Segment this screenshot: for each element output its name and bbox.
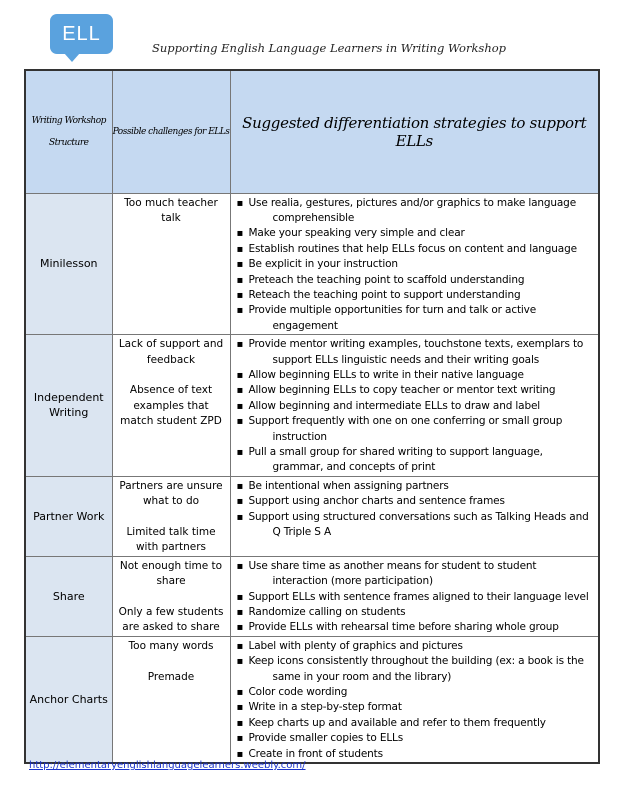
strategy-text-continued: comprehensible: [272, 211, 355, 224]
spacer: [113, 368, 230, 383]
strategy-text: Keep icons consistently throughout the building (ex: a book is the: [248, 655, 584, 668]
list-item: [231, 510, 595, 541]
row-challenges: [112, 476, 230, 556]
list-item: [231, 494, 595, 509]
row-structure: Independent Writing: [25, 335, 112, 477]
list-item: [231, 685, 595, 700]
row-structure: Minilesson: [25, 193, 112, 335]
list-item: [231, 242, 595, 257]
strategy-text: Use realia, gestures, pictures and/or graphics to make language: [248, 196, 577, 209]
table-row: [25, 193, 599, 335]
table-row: [25, 476, 599, 556]
strategy-text: Write in a step-by-step format: [248, 701, 402, 714]
strategy-list: [231, 479, 595, 541]
list-item: [231, 399, 595, 414]
strategy-text: Support using structured conversations such as Talking Heads and: [248, 510, 589, 523]
list-item: [231, 620, 595, 635]
strategy-text: Keep charts up and available and refer to them frequently: [248, 716, 546, 729]
list-item: [231, 273, 595, 288]
list-item: [231, 654, 595, 685]
row-structure: Anchor Charts: [25, 636, 112, 763]
list-item: [231, 731, 595, 746]
strategy-text: Label with plenty of graphics and pictures: [248, 639, 463, 652]
strategy-text: Use share time as another means for student to student: [248, 559, 537, 572]
list-item: [231, 639, 595, 654]
challenge-text: Partners are unsure what to do: [119, 479, 223, 508]
strategy-text-continued: support ELLs linguistic needs and their writing goals: [272, 353, 540, 366]
list-item: [231, 414, 595, 445]
strategy-text: Preteach the teaching point to scaffold understanding: [248, 273, 525, 286]
speech-bubble-tail-icon: [64, 53, 80, 62]
table-header-row: [25, 70, 599, 193]
strategy-text: Support using anchor charts and sentence frames: [248, 495, 505, 508]
strategy-text: Make your speaking very simple and clear: [248, 227, 465, 240]
strategy-text: Provide smaller copies to ELLs: [248, 732, 404, 745]
strategy-text: Reteach the teaching point to support understanding: [248, 288, 521, 301]
list-item: [231, 288, 595, 303]
challenge-text: Not enough time to share: [119, 559, 223, 588]
strategy-table: [24, 69, 600, 764]
strategy-list: [231, 639, 595, 762]
strategy-text: Pull a small group for shared writing to support language,: [248, 446, 543, 458]
challenge-text: Too many words: [128, 639, 214, 652]
strategy-text: Allow beginning ELLs to write in their native language: [248, 368, 524, 381]
row-strategies: [230, 636, 599, 763]
list-item: [231, 716, 595, 731]
challenge-text: Premade: [147, 670, 195, 683]
row-strategies: [230, 556, 599, 636]
page-title: Supporting English Language Learners in Writing Workshop: [152, 41, 507, 55]
strategy-text-continued: grammar, and concepts of print: [272, 461, 436, 474]
list-item: [231, 605, 595, 620]
list-item: [231, 445, 595, 476]
strategy-text: Create in front of students: [248, 747, 383, 760]
row-challenges: [112, 636, 230, 763]
header-strategies: Suggested differentiation strategies to support ELLs: [230, 70, 599, 193]
ell-badge-label: ELL: [62, 22, 101, 45]
row-strategies: [230, 193, 599, 335]
row-challenges: [112, 193, 230, 335]
table-row: [25, 636, 599, 763]
row-strategies: [230, 476, 599, 556]
strategy-text: Provide ELLs with rehearsal time before sharing whole group: [248, 621, 559, 634]
strategy-list: [231, 559, 595, 636]
strategy-text: Allow beginning and intermediate ELLs to draw and label: [248, 399, 541, 412]
ell-badge: [50, 14, 113, 54]
strategy-text: Be explicit in your instruction: [248, 258, 398, 271]
table-row: [25, 335, 599, 477]
strategy-text: Establish routines that help ELLs focus on content and language: [248, 242, 577, 255]
list-item: [231, 337, 595, 368]
spacer: [113, 654, 230, 669]
list-item: [231, 559, 595, 590]
list-item: [231, 196, 595, 227]
challenge-text: Absence of text examples that match student ZPD: [120, 384, 222, 428]
strategy-text: Provide mentor writing examples, touchstone texts, exemplars to: [248, 338, 584, 351]
strategy-text: Allow beginning ELLs to copy teacher or mentor text writing: [248, 384, 556, 397]
spacer: [113, 510, 230, 525]
challenge-text: Lack of support and feedback: [118, 338, 224, 366]
list-item: [231, 368, 595, 383]
row-challenges: [112, 335, 230, 477]
list-item: [231, 700, 595, 715]
strategy-text: Color code wording: [248, 686, 348, 699]
spacer: [113, 590, 230, 605]
row-challenges: [112, 556, 230, 636]
list-item: [231, 226, 595, 241]
list-item: [231, 479, 595, 494]
challenge-text: Limited talk time with partners: [126, 526, 216, 554]
challenge-text: Too much teacher talk: [124, 196, 218, 224]
strategy-text: Provide multiple opportunities for turn and talk or active: [248, 304, 537, 317]
strategy-text: Support frequently with one on one conferring or small group: [248, 415, 563, 428]
strategy-list: [231, 196, 595, 335]
list-item: [231, 590, 595, 605]
strategy-text-continued: instruction: [272, 430, 327, 443]
row-structure: Share: [25, 556, 112, 636]
list-item: [231, 257, 595, 272]
footer-link[interactable]: http://elementaryenglishlanguagelearners.weebly.com/: [29, 760, 306, 771]
strategy-text-continued: same in your room and the library): [272, 670, 452, 683]
strategy-text: Randomize calling on students: [248, 606, 406, 619]
row-structure: Partner Work: [25, 476, 112, 556]
list-item: [231, 303, 595, 334]
challenge-text: Only a few students are asked to share: [118, 606, 224, 634]
row-strategies: [230, 335, 599, 477]
table-row: [25, 556, 599, 636]
strategy-text: Be intentional when assigning partners: [248, 479, 449, 492]
strategy-list: [231, 337, 595, 476]
strategy-text-continued: engagement: [272, 319, 338, 332]
strategy-text-continued: interaction (more participation): [272, 575, 433, 588]
strategy-text-continued: Q Triple S A: [272, 526, 331, 539]
header-challenges: Possible challenges for ELLs: [112, 70, 230, 193]
list-item: [231, 383, 595, 398]
header-structure: Writing Workshop Structure: [25, 70, 112, 193]
strategy-text: Support ELLs with sentence frames aligned to their language level: [248, 590, 589, 603]
